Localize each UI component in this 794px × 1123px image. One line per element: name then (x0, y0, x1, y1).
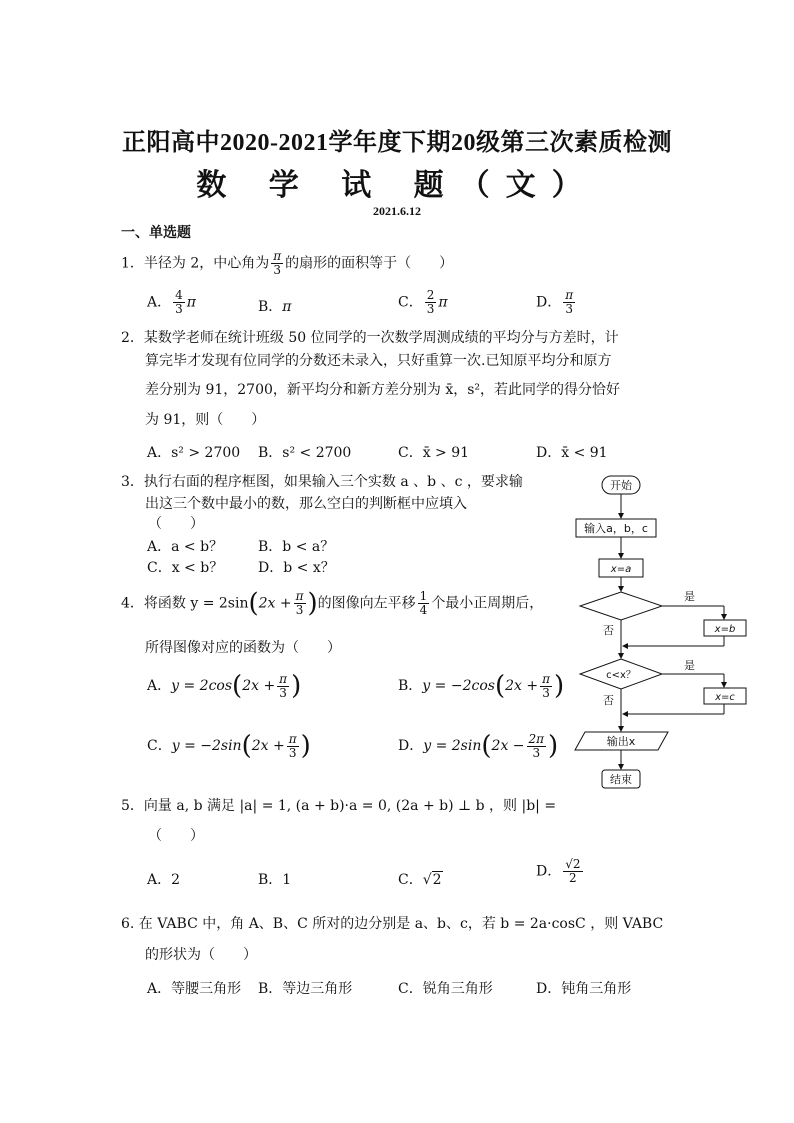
question-5-line-1: 5．向量 a, b 满足 |a| = 1, (a + b)·a = 0, (2a + b) ⊥ b ，则 |b| = (121, 798, 557, 814)
flowchart-assign1-label: x=a (610, 564, 632, 575)
question-2-line-2: 算完毕才发现有位同学的分数还未录入，只好重算一次.已知原平均分和原方 (145, 353, 612, 369)
q4-option-b[interactable]: B．y = −2cos(2x + $\frac{\pi}{3}$ ) (398, 671, 565, 701)
q1-option-c[interactable]: C． $\frac{2}{3}$ π (398, 288, 448, 316)
question-3-line-2: 出这三个数中最小的数，那么空白的判断框中应填入 (145, 496, 467, 512)
question-1 (121, 250, 453, 277)
q6-option-a[interactable]: A．等腰三角形 (147, 981, 242, 997)
flowchart-no1-label: 否 (603, 624, 614, 637)
q6-option-b[interactable]: B．等边三角形 (258, 981, 353, 997)
flowchart-end-label: 结束 (610, 773, 632, 786)
q2-option-a[interactable]: A．s² > 2700 (147, 445, 241, 461)
q4-option-a[interactable]: A．y = 2cos(2x + $\frac{\pi}{3}$ ) (147, 671, 302, 701)
question-3-line-3: （ ） (148, 516, 204, 532)
q5-option-c[interactable]: C．√2 (398, 872, 442, 888)
q2-option-b[interactable]: B．s² < 2700 (258, 445, 352, 461)
exam-date: 2021.6.12 (373, 204, 421, 218)
q3-option-a[interactable]: A．a < b？ (147, 539, 224, 555)
exam-subtitle: 数 学 试 题（文） (196, 168, 598, 203)
q6-option-d[interactable]: D．钝角三角形 (536, 981, 632, 997)
flowchart-cond2-label: c<x？ (606, 670, 636, 681)
question-6-line-2: 的形状为（ ） (145, 947, 257, 963)
flowchart-output-label: 输出x (606, 735, 636, 748)
flowchart-yes2-label: 是 (684, 659, 695, 672)
question-4-line-2: 所得图像对应的函数为（ ） (145, 640, 341, 656)
flowchart-assign3-label: x=c (715, 692, 735, 703)
flowchart (566, 470, 762, 795)
q1-option-a[interactable]: A． $\frac{4}{3}$ π (147, 288, 196, 316)
question-1-angle: $\frac{\pi}{3}$ (273, 249, 282, 277)
flowchart-no2-label: 否 (603, 694, 614, 707)
question-3-line-1: 3．执行右面的程序框图，如果输入三个实数 a 、b 、c ，要求输 (121, 474, 523, 490)
flowchart-blank-decision (580, 592, 662, 620)
q1-option-b[interactable]: B．π (258, 299, 292, 315)
q3-option-c[interactable]: C．x < b？ (147, 560, 224, 576)
q2-option-c[interactable]: C．x̄ > 91 (398, 445, 470, 461)
flowchart-assign2-label: x=b (714, 624, 736, 635)
question-2-line-1: 2．某数学老师在统计班级 50 位同学的一次数学周测成绩的平均分与方差时，计 (121, 330, 619, 346)
question-6-line-1: 6. 在 VABC 中，角 A、B、C 所对的边分别是 a、b、c，若 b = 2a·cosC ，则 VABC (121, 916, 664, 932)
q2-option-d[interactable]: D．x̄ < 91 (536, 445, 608, 461)
question-4-line-1: 4．将函数 y = 2sin(2x + $\frac{\pi}{3}$ )的图像向左平移 $\frac{1}{4}$ 个最小正周期后， (121, 588, 544, 619)
section-heading: 一、单选题 (121, 225, 191, 241)
q3-option-d[interactable]: D．b < x？ (258, 560, 335, 576)
flowchart-start-label: 开始 (610, 479, 632, 492)
q1-option-d[interactable]: D． $\frac{\pi}{3}$ (536, 288, 574, 316)
q5-option-b[interactable]: B．1 (258, 872, 292, 888)
q5-option-a[interactable]: A．2 (147, 872, 181, 888)
q5-option-d[interactable]: D． $\frac{√2}{2}$ (536, 857, 581, 885)
flowchart-yes1-label: 是 (684, 590, 695, 603)
question-2-line-3: 差分别为 91，2700，新平均分和新方差分别为 x̄，s²，若此同学的得分恰好 (145, 382, 621, 398)
flowchart-input-label: 输入a，b，c (584, 522, 648, 535)
exam-title: 正阳高中2020-2021学年度下期20级第三次素质检测 (122, 130, 672, 156)
question-2-line-4: 为 91，则（ ） (145, 412, 266, 428)
q4-option-c[interactable]: C．y = −2sin(2x + $\frac{\pi}{3}$ ) (147, 731, 311, 761)
question-1-stem: 1．半径为 2，中心角为 (121, 255, 270, 272)
question-5-line-2: （ ） (148, 828, 204, 844)
question-1-stem-end: 的扇形的面积等于（ ） (285, 255, 454, 272)
q3-option-b[interactable]: B．b < a？ (258, 539, 335, 555)
q6-option-c[interactable]: C．锐角三角形 (398, 981, 493, 997)
q4-option-d[interactable]: D．y = 2sin(2x − $\frac{2\pi}{3}$ ) (398, 731, 559, 761)
